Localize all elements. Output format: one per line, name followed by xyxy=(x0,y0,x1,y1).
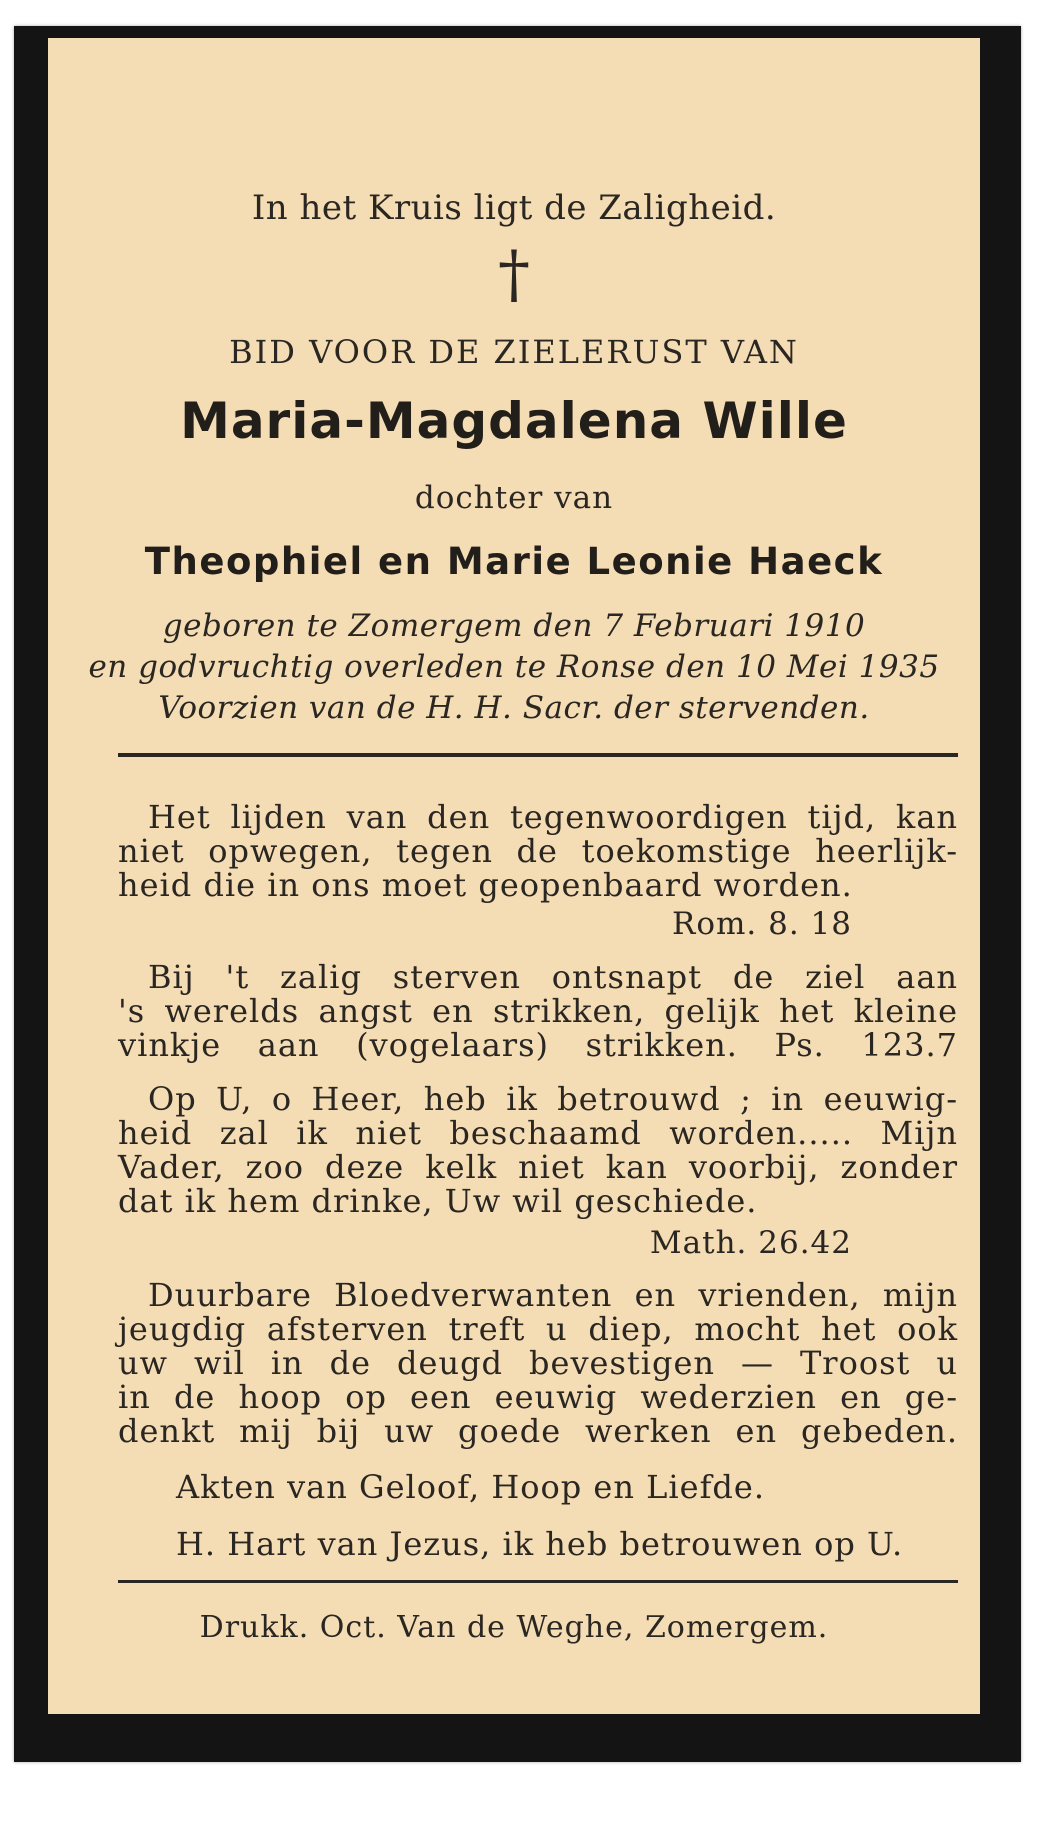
text-line: vinkje aan (vogelaars) strikken. Ps. 123.7 xyxy=(118,1026,958,1064)
text-line: denkt mij bij uw goede werken en gebeden. xyxy=(118,1412,958,1450)
relation-label: dochter van xyxy=(414,480,614,516)
text-line: Bij 't zalig sterven ontsnapt de ziel aan xyxy=(148,958,958,996)
citation: Math. 26.42 xyxy=(649,1225,852,1261)
printer-imprint: Drukk. Oct. Van de Weghe, Zomergem. xyxy=(199,1610,829,1645)
divider-bottom xyxy=(118,1580,958,1583)
text-line: niet opwegen, tegen de toekomstige heerlijk- xyxy=(118,832,958,870)
text-line: heid die in ons moet geopenbaard worden. xyxy=(118,866,853,904)
death-line: en godvruchtig overleden te Ronse den 10 Mei 1935 xyxy=(88,649,940,685)
text-line: Vader, zoo deze kelk niet kan voorbij, zonder xyxy=(118,1148,958,1186)
scripture-paragraph xyxy=(118,800,958,902)
text-line: Op U, o Heer, heb ik betrouwd ; in eeuwig- xyxy=(148,1080,958,1118)
text-line: jeugdig afsterven treft u diep, mocht het ook xyxy=(118,1310,958,1348)
sacred-heart-prayer: H. Hart van Jezus, ik heb betrouwen op U. xyxy=(176,1525,904,1563)
sacraments-line: Voorzien van de H. H. Sacr. der stervenden. xyxy=(158,690,870,726)
text-line: 's werelds angst en strikken, gelijk het kleine xyxy=(118,992,958,1030)
text-line: heid zal ik niet beschaamd worden..... Mijn xyxy=(118,1114,958,1152)
scripture-paragraph xyxy=(118,960,958,1062)
divider-top xyxy=(118,753,958,757)
deceased-name: Maria-Magdalena Wille xyxy=(180,392,848,450)
parents-names: Theophiel en Marie Leonie Haeck xyxy=(144,540,884,583)
citation: Rom. 8. 18 xyxy=(672,906,852,942)
farewell-paragraph xyxy=(118,1278,958,1448)
scripture-paragraph xyxy=(118,1082,958,1218)
birth-line: geboren te Zomergem den 7 Februari 1910 xyxy=(162,608,866,644)
text-line: in de hoop op een eeuwig wederzien en ge- xyxy=(118,1378,958,1416)
text-line: dat ik hem drinke, Uw wil geschiede. xyxy=(118,1182,758,1220)
motto: In het Kruis ligt de Zaligheid. xyxy=(251,188,777,228)
cross-icon: † xyxy=(498,238,530,312)
text-line: Duurbare Bloedverwanten en vrienden, mijn xyxy=(148,1276,958,1314)
acts-prayer: Akten van Geloof, Hoop en Liefde. xyxy=(176,1468,765,1506)
prayer-heading: BID VOOR DE ZIELERUST VAN xyxy=(229,333,799,371)
memorial-card xyxy=(48,38,980,1714)
text-line: Het lijden van den tegenwoordigen tijd, kan xyxy=(148,798,958,836)
text-line: uw wil in de deugd bevestigen — Troost u xyxy=(118,1344,958,1382)
